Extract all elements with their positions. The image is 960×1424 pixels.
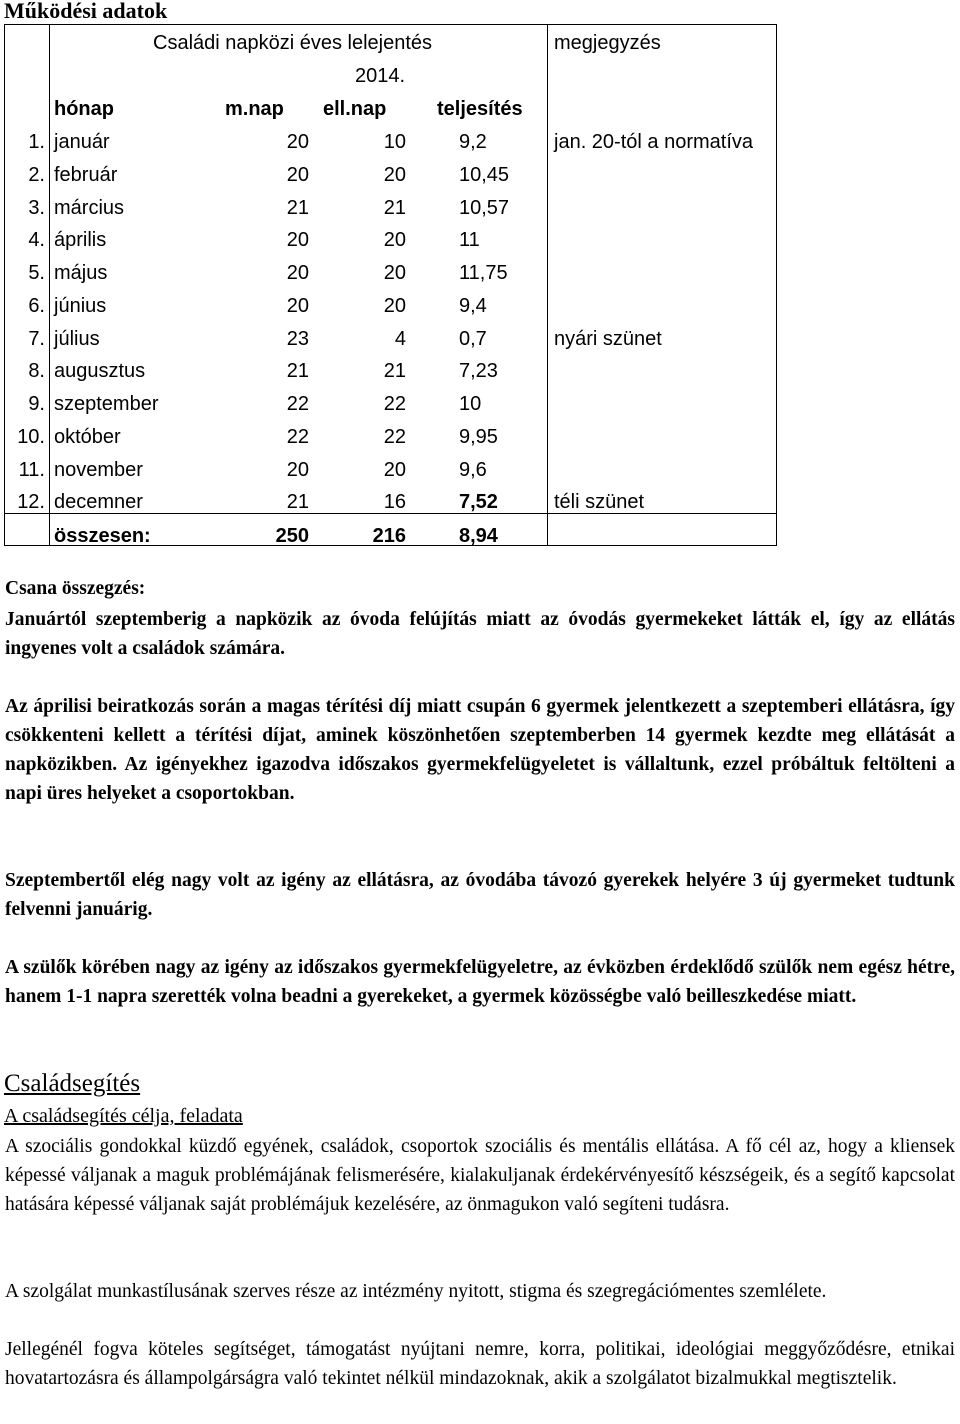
row-month: június bbox=[54, 294, 107, 317]
row-month: szeptember bbox=[54, 393, 159, 415]
row-number: 6. bbox=[28, 294, 45, 317]
row-performance: 0,7 bbox=[459, 327, 487, 350]
row-performance: 7,23 bbox=[459, 360, 498, 383]
row-number: 10. bbox=[17, 425, 45, 448]
row-mnap: 21 bbox=[286, 196, 309, 219]
row-note: nyári szünet bbox=[554, 327, 662, 350]
row-month: május bbox=[54, 262, 108, 284]
summary-heading: Csana összegzés: bbox=[5, 578, 146, 599]
row-ellnap: 22 bbox=[383, 393, 406, 415]
row-performance: 11,75 bbox=[459, 262, 508, 284]
row-mnap: 22 bbox=[286, 425, 309, 448]
column-header-month: hónap bbox=[54, 98, 114, 120]
row-performance: 10 bbox=[459, 393, 482, 415]
row-number: 11. bbox=[18, 458, 45, 481]
section-heading: Családsegítés bbox=[4, 1070, 141, 1097]
row-mnap: 22 bbox=[286, 393, 309, 415]
row-number: 9. bbox=[28, 393, 45, 415]
row-number: 3. bbox=[28, 196, 45, 219]
row-performance: 9,2 bbox=[459, 131, 487, 153]
row-month: július bbox=[54, 327, 100, 350]
row-month: augusztus bbox=[54, 360, 146, 383]
row-ellnap: 10 bbox=[383, 131, 406, 153]
section-subheading: A családsegítés célja, feladata bbox=[4, 1105, 243, 1127]
note-heading: megjegyzés bbox=[554, 32, 661, 54]
row-ellnap: 20 bbox=[383, 229, 406, 252]
table-divider bbox=[547, 25, 548, 545]
row-number: 1. bbox=[28, 131, 45, 153]
row-note: jan. 20-tól a normatíva bbox=[554, 131, 753, 153]
total-label: összesen: bbox=[54, 525, 151, 547]
row-mnap: 20 bbox=[286, 458, 309, 481]
row-performance: 10,45 bbox=[459, 163, 510, 186]
row-number: 8. bbox=[28, 360, 45, 383]
row-performance: 9,6 bbox=[459, 458, 487, 481]
row-mnap: 21 bbox=[286, 491, 309, 514]
row-month: október bbox=[54, 425, 121, 448]
total-mnap: 250 bbox=[275, 525, 309, 547]
row-number: 2. bbox=[28, 163, 45, 186]
summary-paragraph-2: Az áprilisi beiratkozás során a magas térítési díj miatt csupán 6 gyermek jelentkezett a szeptemberi ellátásra, így csökkenteni kellett a térítési díjat, aminek köszönhetően szeptemberben 14 gyermek kezdte meg ellátását a napközikben. Az igényekhez igazodva időszakos gyermekfelügyeletet is vállaltunk, ezzel próbáltuk feltölteni a napi üres helyeket a csoportokban. bbox=[5, 696, 955, 804]
row-ellnap: 16 bbox=[383, 491, 406, 514]
row-number: 7. bbox=[28, 327, 45, 350]
row-month: március bbox=[54, 196, 125, 219]
row-mnap: 20 bbox=[286, 131, 309, 153]
row-number: 5. bbox=[28, 262, 45, 284]
section-paragraph-3: Jellegénél fogva köteles segítséget, támogatást nyújtani nemre, korra, politikai, ideológiai meggyőződésre, etnikai hovatartozásra és állampolgárságra való tekintet nélkül mindazoknak, akik a szolgálatot bizalmukkal megtisztelik. bbox=[5, 1339, 955, 1389]
row-month: január bbox=[54, 131, 110, 153]
row-number: 12. bbox=[17, 491, 45, 514]
table-heading: Családi napközi éves lelejentés bbox=[153, 32, 433, 54]
row-month: decemner bbox=[54, 491, 143, 514]
row-ellnap: 20 bbox=[383, 294, 406, 317]
row-ellnap: 20 bbox=[383, 163, 406, 186]
row-number: 4. bbox=[28, 229, 45, 252]
summary-paragraph-3: Szeptembertől elég nagy volt az igény az ellátásra, az óvodába távozó gyerekek helyére 3 új gyermeket tudtunk felvenni januárig. bbox=[5, 870, 955, 920]
row-mnap: 20 bbox=[286, 163, 309, 186]
row-performance: 7,52 bbox=[459, 491, 498, 514]
row-mnap: 20 bbox=[286, 262, 309, 284]
column-header-performance: teljesítés bbox=[437, 98, 523, 120]
row-month: február bbox=[54, 163, 118, 186]
row-performance: 10,57 bbox=[459, 196, 510, 219]
row-mnap: 20 bbox=[286, 294, 309, 317]
document-title: Működési adatok bbox=[4, 0, 168, 23]
row-note: téli szünet bbox=[554, 491, 645, 514]
row-performance: 9,95 bbox=[459, 425, 498, 448]
total-ellnap: 216 bbox=[372, 525, 406, 547]
row-ellnap: 4 bbox=[394, 327, 406, 350]
row-ellnap: 20 bbox=[383, 262, 406, 284]
row-ellnap: 20 bbox=[383, 458, 406, 481]
row-performance: 9,4 bbox=[459, 294, 487, 317]
row-mnap: 20 bbox=[286, 229, 309, 252]
row-month: április bbox=[54, 229, 107, 252]
row-ellnap: 21 bbox=[383, 360, 406, 383]
section-paragraph-1: A szociális gondokkal küzdő egyének, családok, csoportok szociális és mentális ellátása. A fő cél az, hogy a kliensek képessé váljanak a maguk problémájának felismerésére, kialakuljanak érdekérvényesítő készségeik, és a segítő kapcsolat hatására képessé váljanak saját problémájuk kezelésére, az önmagukon való segíteni tudásra. bbox=[5, 1136, 955, 1215]
table-divider bbox=[49, 25, 50, 545]
row-performance: 11 bbox=[459, 229, 480, 252]
row-mnap: 23 bbox=[286, 327, 309, 350]
summary-paragraph-1: Januártól szeptemberig a napközik az óvoda felújítás miatt az óvodás gyermekeket látták el, így az ellátás ingyenes volt a családok számára. bbox=[5, 609, 955, 659]
row-ellnap: 21 bbox=[383, 196, 406, 219]
column-header-ellnap: ell.nap bbox=[323, 98, 387, 120]
row-month: november bbox=[54, 458, 143, 481]
row-mnap: 21 bbox=[286, 360, 309, 383]
row-ellnap: 22 bbox=[383, 425, 406, 448]
table-year: 2014. bbox=[354, 65, 406, 87]
total-performance: 8,94 bbox=[459, 525, 498, 547]
section-paragraph-2: A szolgálat munkastílusának szerves része az intézmény nyitott, stigma és szegregációmentes szemlélete. bbox=[5, 1281, 827, 1302]
column-header-mnap: m.nap bbox=[225, 98, 284, 120]
summary-paragraph-4: A szülők körében nagy az igény az időszakos gyermekfelügyeletre, az évközben érdeklődő szülők nem egész hétre, hanem 1-1 napra szerették volna beadni a gyerekeket, a gyermek közösségbe való beilleszkedése miatt. bbox=[5, 957, 955, 1007]
data-table bbox=[4, 24, 777, 546]
